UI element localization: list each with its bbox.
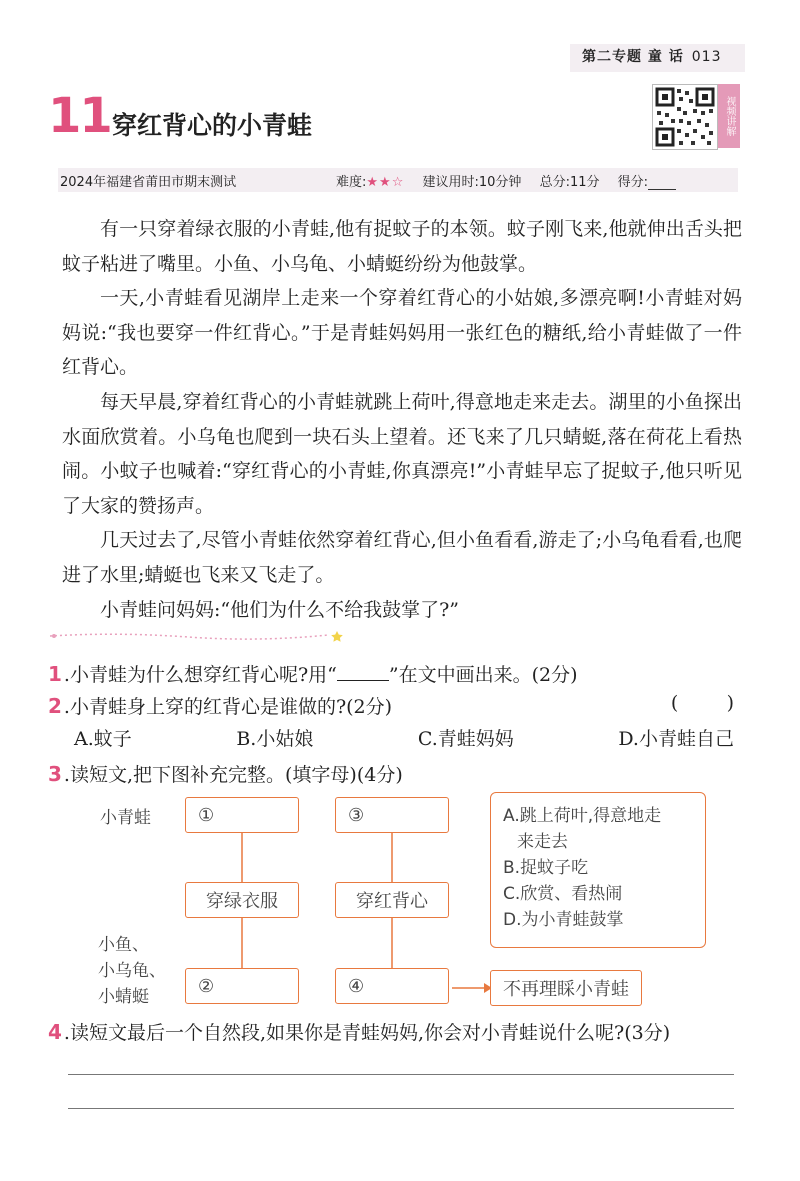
difficulty-label: 难度: <box>336 175 367 190</box>
dotted-divider <box>48 630 344 642</box>
question-text: .小青蛙身上穿的红背心是谁做的?(2分) <box>63 696 393 718</box>
animals-label <box>98 932 166 1010</box>
red-vest-box <box>335 882 449 918</box>
animal-name: 小乌龟、 <box>98 961 166 981</box>
score-blank[interactable] <box>648 176 676 190</box>
slot-marker: ① <box>198 804 215 826</box>
question-number: 2 <box>48 694 62 718</box>
question-text: .读短文,把下图补充完整。(填字母)(4分) <box>63 764 403 786</box>
question-number: 1 <box>48 662 62 686</box>
options-legend <box>490 792 706 948</box>
option-c: C.欣赏、看热闹 <box>503 884 623 904</box>
slot-marker: ③ <box>348 804 365 826</box>
result-box <box>490 970 642 1006</box>
answer-paren[interactable]: ( ) <box>670 692 734 714</box>
video-tab[interactable]: 视频讲解 <box>718 84 740 148</box>
box-label: 不再理睬小青蛙 <box>503 979 629 1000</box>
answer-line[interactable] <box>68 1074 734 1075</box>
slot-marker: ④ <box>348 975 365 997</box>
choice-b[interactable]: B.小姑娘 <box>236 728 314 750</box>
question-2 <box>48 692 734 719</box>
slot-3-box[interactable] <box>335 797 449 833</box>
passage-paragraph: 小青蛙问妈妈:“他们为什么不给我鼓掌了?” <box>100 598 460 621</box>
choices-row <box>74 724 734 751</box>
question-1 <box>48 660 578 687</box>
passage-paragraph: 每天早晨,穿着红背心的小青蛙就跳上荷叶,得意地走来走去。湖里的小鱼探出水面欣赏着。小乌龟也爬到一块石头上望着。还飞来了几只蜻蜓,落在荷花上看热闹。小蚊子也喊着:“穿红背心的小青蛙,你真漂亮!”小青蛙早忘了捉蚊子,他只听见了大家的赞扬声。 <box>62 390 742 517</box>
animal-name: 小鱼、 <box>98 935 149 955</box>
passage-paragraph: 有一只穿着绿衣服的小青蛙,他有捉蚊子的本领。蚊子刚飞来,他就伸出舌头把蚊子粘进了嘴里。小鱼、小乌龟、小蜻蜓纷纷为他鼓掌。 <box>62 218 742 275</box>
page-number: 013 <box>691 49 722 65</box>
score-label: 得分: <box>617 175 649 190</box>
running-head <box>582 46 721 66</box>
suggested-time: 建议用时:10分钟 <box>422 175 522 190</box>
animal-name: 小蜻蜓 <box>98 987 149 1007</box>
question-number: 3 <box>48 762 62 786</box>
answer-blank[interactable] <box>337 662 389 681</box>
source-label: 2024年福建省莆田市期末测试 <box>60 175 237 190</box>
choice-d[interactable]: D.小青蛙自己 <box>618 728 734 750</box>
star-icon <box>331 631 343 642</box>
slot-1-box[interactable] <box>185 797 299 833</box>
section-title: 第二专题 童 话 <box>582 49 684 65</box>
question-text: .小青蛙为什么想穿红背心呢?用“ <box>63 664 337 686</box>
answer-line[interactable] <box>68 1108 734 1109</box>
option-b: B.捉蚊子吃 <box>503 858 589 878</box>
option-d: D.为小青蛙鼓掌 <box>503 910 624 930</box>
total-score: 总分:11分 <box>539 175 600 190</box>
question-text: ”在文中画出来。(2分) <box>388 664 578 686</box>
slot-4-box[interactable] <box>335 968 449 1004</box>
exercise-meta <box>336 171 676 190</box>
green-clothes-box <box>185 882 299 918</box>
question-number: 4 <box>48 1020 62 1044</box>
option-a-cont: 来走去 <box>517 832 568 852</box>
box-label: 穿红背心 <box>356 891 428 912</box>
reading-passage <box>62 212 742 627</box>
slot-marker: ② <box>198 975 215 997</box>
choice-a[interactable]: A.蚊子 <box>74 728 132 750</box>
question-4 <box>48 1018 670 1045</box>
lesson-number: 11 <box>48 88 111 144</box>
passage-paragraph: 几天过去了,尽管小青蛙依然穿着红背心,但小鱼看看,游走了;小乌龟看看,也爬进了水里;蜻蜓也飞来又飞走了。 <box>62 529 742 586</box>
question-3 <box>48 760 403 787</box>
slot-2-box[interactable] <box>185 968 299 1004</box>
frog-label: 小青蛙 <box>100 808 151 828</box>
box-label: 穿绿衣服 <box>206 891 278 912</box>
lesson-title: 穿红背心的小青蛙 <box>112 111 313 140</box>
difficulty-stars: ★★☆ <box>366 175 405 190</box>
question-text: .读短文最后一个自然段,如果你是青蛙妈妈,你会对小青蛙说什么呢?(3分) <box>63 1022 671 1044</box>
option-a: A.跳上荷叶,得意地走 <box>503 806 662 826</box>
qr-code-icon[interactable] <box>652 84 718 150</box>
passage-paragraph: 一天,小青蛙看见湖岸上走来一个穿着红背心的小姑娘,多漂亮啊!小青蛙对妈妈说:“我也要穿一件红背心。”于是青蛙妈妈用一张红色的糖纸,给小青蛙做了一件红背心。 <box>62 287 742 379</box>
choice-c[interactable]: C.青蛙妈妈 <box>417 728 514 750</box>
